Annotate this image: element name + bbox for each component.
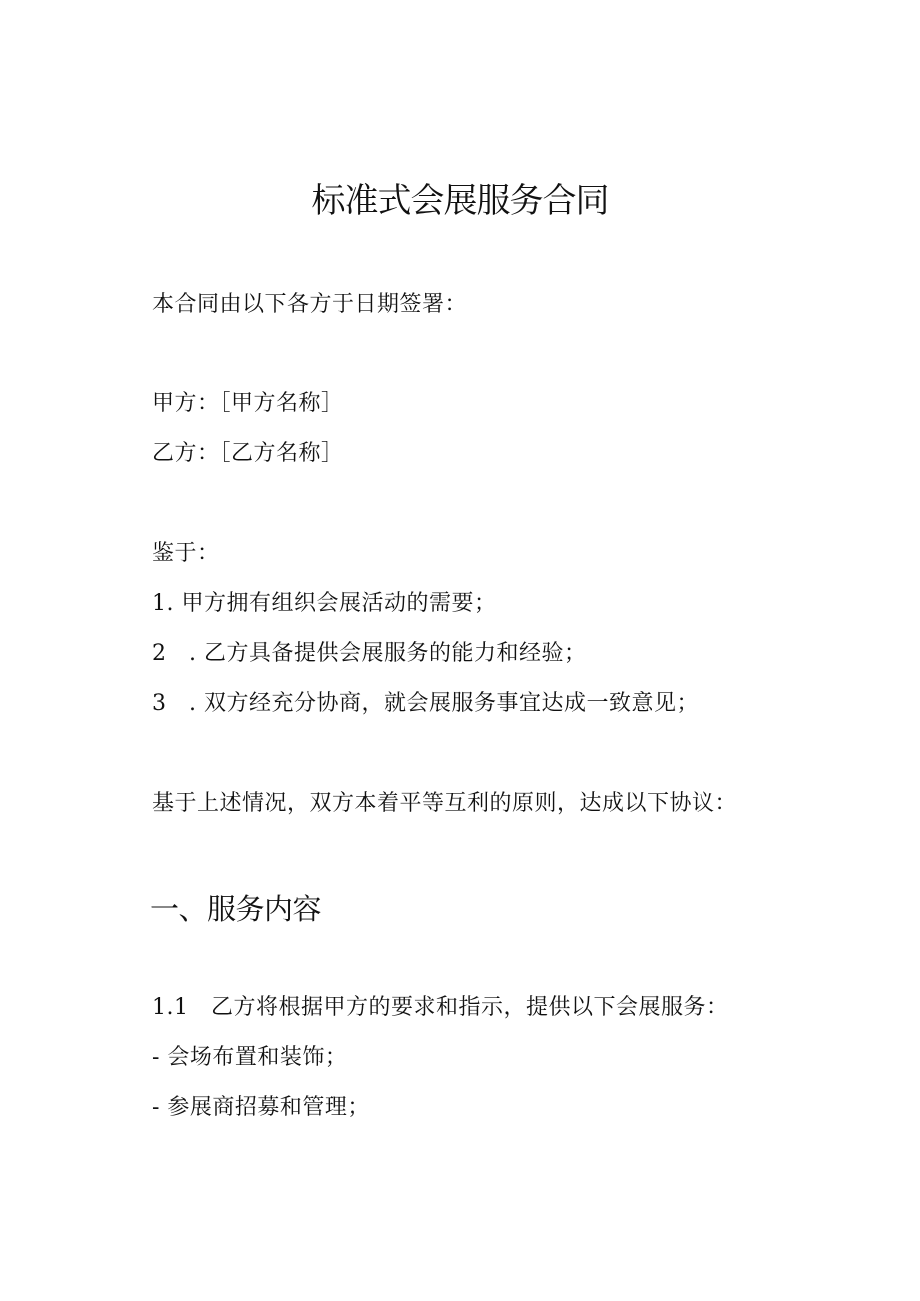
service-bullet-2: - 参展商招募和管理； (152, 1095, 370, 1120)
whereas-item-2: 2 . 乙方具备提供会展服务的能力和经验； (152, 641, 587, 666)
section-1-heading: 一、服务内容 (150, 892, 322, 926)
document-title: 标准式会展服务合同 (311, 181, 609, 221)
party-a-line: 甲方：［甲方名称］ (152, 391, 344, 416)
clause-1-1: 1.1 乙方将根据甲方的要求和指示，提供以下会展服务： (152, 995, 729, 1020)
whereas-label: 鉴于： (152, 541, 220, 566)
whereas-item-3: 3 . 双方经充分协商，就会展服务事宜达成一致意见； (152, 691, 699, 716)
intro-text: 本合同由以下各方于日期签署： (152, 292, 468, 317)
service-bullet-1: - 会场布置和装饰； (152, 1045, 348, 1070)
party-b-line: 乙方：［乙方名称］ (152, 441, 344, 466)
agreement-statement: 基于上述情况，双方本着平等互利的原则，达成以下协议： (152, 791, 738, 816)
whereas-item-1: 1. 甲方拥有组织会展活动的需要； (152, 591, 497, 616)
